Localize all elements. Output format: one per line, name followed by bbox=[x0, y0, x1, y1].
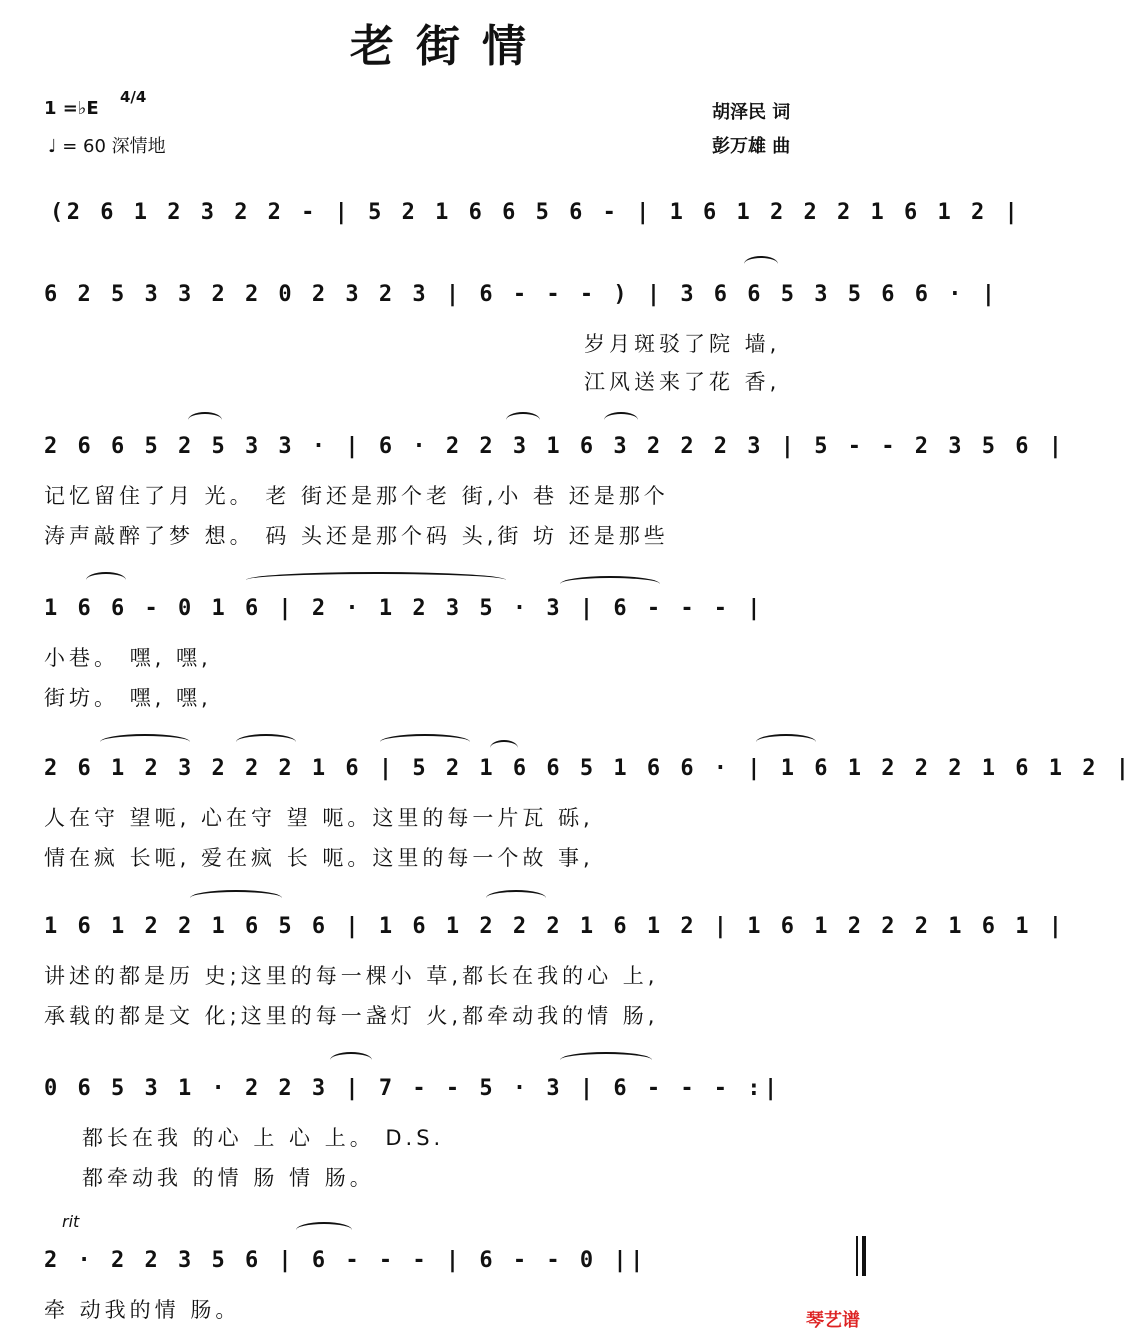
slur-mark bbox=[486, 890, 546, 906]
score-row-7: 0 6 5 3 1 · 2 2 3 | 7 - - 5 · 3 | 6 - - - :| bbox=[44, 1076, 781, 1101]
site-logo: 琴艺谱 bbox=[806, 1310, 860, 1331]
key-signature: 1 =♭E bbox=[44, 98, 99, 119]
lyric-row-5-verse-1: 人在守 望呃, 心在守 望 呃。这里的每一片瓦 砾, bbox=[44, 806, 594, 830]
lyric-row-7-verse-1: 都长在我 的心 上 心 上。 D.S. bbox=[82, 1126, 445, 1150]
slur-mark bbox=[560, 576, 660, 592]
slur-mark bbox=[86, 572, 126, 588]
slur-mark bbox=[744, 256, 778, 272]
composer: 彭万雄 曲 bbox=[712, 136, 791, 157]
slur-mark bbox=[330, 1052, 372, 1068]
lyricist: 胡泽民 词 bbox=[712, 102, 791, 123]
lyric-row-6-verse-1: 讲述的都是历 史;这里的每一棵小 草,都长在我的心 上, bbox=[44, 964, 659, 988]
slur-mark bbox=[506, 412, 540, 428]
final-barline bbox=[862, 1236, 866, 1276]
tempo-marking: ♩ = 60 深情地 bbox=[48, 136, 166, 157]
score-row-3: 2 6 6 5 2 5 3 3 · | 6 · 2 2 3 1 6 3 2 2 2 3 | 5 - - 2 3 5 6 | bbox=[44, 434, 1066, 459]
lyric-row-5-verse-2: 情在疯 长呃, 爱在疯 长 呃。这里的每一个故 事, bbox=[44, 846, 594, 870]
score-row-5: 2 6 1 2 3 2 2 2 1 6 | 5 2 1 6 6 5 1 6 6 · | 1 6 1 2 2 2 1 6 1 2 | bbox=[44, 756, 1132, 781]
barline bbox=[856, 1236, 858, 1276]
lyric-row-2-verse-1: 岁月斑驳了院 墙, bbox=[584, 332, 781, 356]
lyric-row-3-verse-1: 记忆留住了月 光。 老 街还是那个老 街,小 巷 还是那个 bbox=[44, 484, 669, 508]
score-row-2: 6 2 5 3 3 2 2 0 2 3 2 3 | 6 - - - ) | 3 6 6 5 3 5 6 6 · | bbox=[44, 282, 999, 307]
slur-mark bbox=[604, 412, 638, 428]
score-row-8: 2 · 2 2 3 5 6 | 6 - - - | 6 - - 0 || bbox=[44, 1248, 647, 1273]
slur-mark bbox=[560, 1052, 652, 1068]
slur-mark bbox=[296, 1222, 352, 1238]
lyric-row-4-verse-2: 街坊。 嘿, 嘿, bbox=[44, 686, 212, 710]
lyric-row-3-verse-2: 涛声敲醉了梦 想。 码 头还是那个码 头,街 坊 还是那些 bbox=[44, 524, 669, 548]
lyric-row-6-verse-2: 承载的都是文 化;这里的每一盏灯 火,都牵动我的情 肠, bbox=[44, 1004, 659, 1028]
score-row-1: (2 6 1 2 3 2 2 - | 5 2 1 6 6 5 6 - | 1 6 1 2 2 2 1 6 1 2 | bbox=[50, 200, 1022, 225]
ritardando-marking: rit bbox=[62, 1212, 80, 1231]
slur-mark bbox=[756, 734, 816, 750]
lyric-row-2-verse-2: 江风送来了花 香, bbox=[584, 370, 781, 394]
slur-mark bbox=[190, 890, 282, 906]
slur-mark bbox=[100, 734, 190, 750]
slur-mark bbox=[236, 734, 296, 750]
lyric-row-7-verse-2: 都牵动我 的情 肠 情 肠。 bbox=[82, 1166, 375, 1190]
lyric-row-4-verse-1: 小巷。 嘿, 嘿, bbox=[44, 646, 212, 670]
slur-mark bbox=[490, 740, 518, 756]
score-row-6: 1 6 1 2 2 1 6 5 6 | 1 6 1 2 2 2 1 6 1 2 | 1 6 1 2 2 2 1 6 1 | bbox=[44, 914, 1066, 939]
score-row-4: 1 6 6 - 0 1 6 | 2 · 1 2 3 5 · 3 | 6 - - - | bbox=[44, 596, 765, 621]
slur-mark bbox=[188, 412, 222, 428]
song-title: 老街情 bbox=[350, 21, 548, 72]
time-signature: 4/4 bbox=[120, 88, 147, 106]
slur-mark bbox=[246, 572, 506, 588]
slur-mark bbox=[380, 734, 470, 750]
lyric-row-8-verse-1: 牵 动我的情 肠。 bbox=[44, 1298, 241, 1322]
